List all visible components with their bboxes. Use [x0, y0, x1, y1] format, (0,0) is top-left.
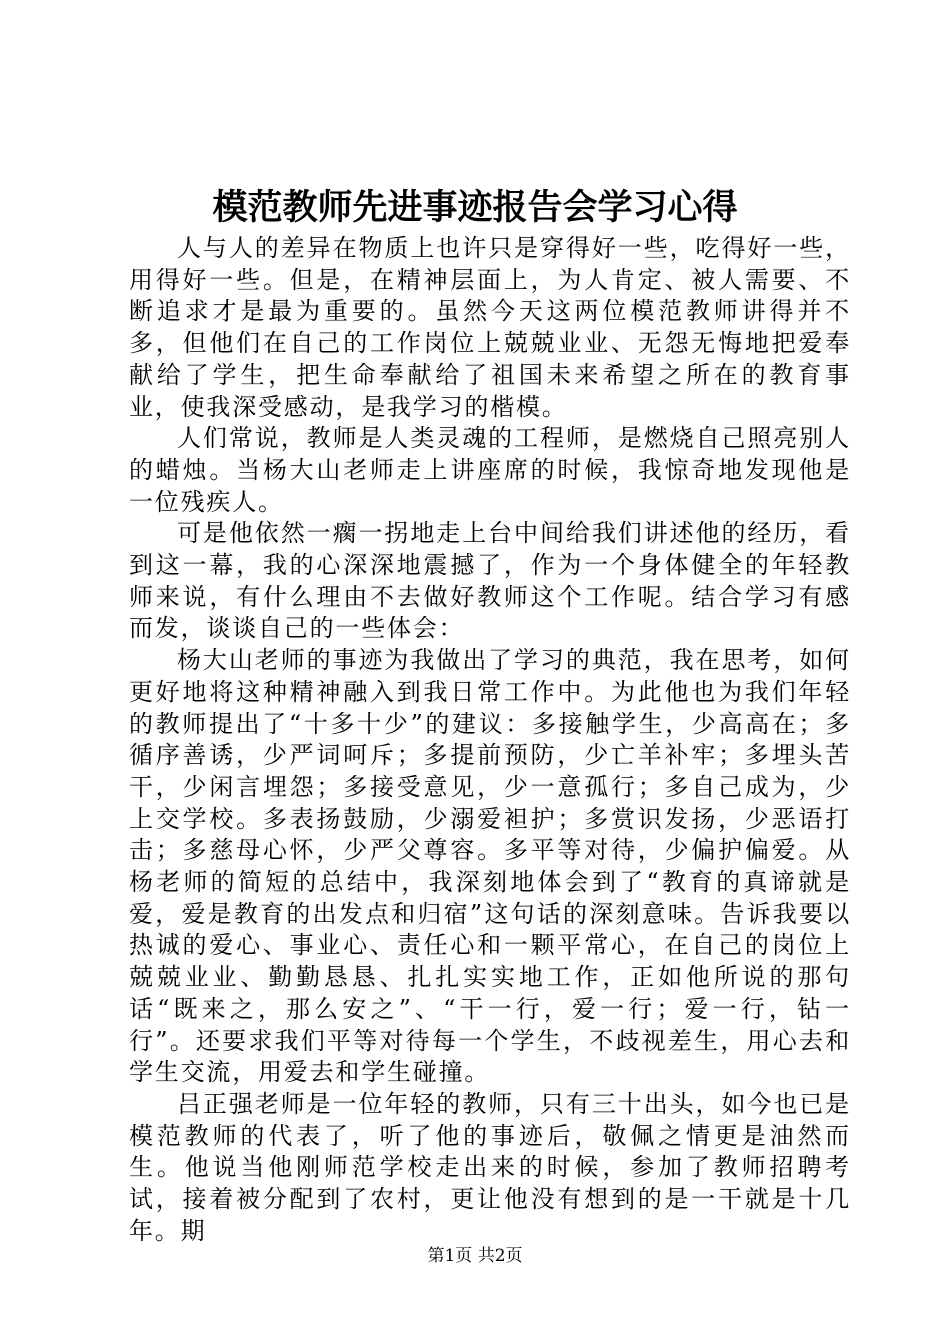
paragraph: 吕正强老师是一位年轻的教师，只有三十出头，如今也已是模范教师的代表了，听了他的事迹后，敬佩之情更是油然而生。他说当他刚师范学校走出来的时候，参加了教师招聘考试，接着被分配到了农村，更让他没有想到的是一干就是十几年。期	[129, 1089, 851, 1245]
paragraph: 杨大山老师的事迹为我做出了学习的典范，我在思考，如何更好地将这种精神融入到我日常工作中。为此他也为我们年轻的教师提出了“十多十少”的建议：多接触学生，少高高在；多循序善诱，少严词呵斥；多提前预防，少亡羊补牢；多埋头苦干，少闲言埋怨；多接受意见，少一意孤行；多自己成为，少上交学校。多表扬鼓励，少溺爱袒护；多赏识发扬，少恶语打击；多慈母心怀，少严父尊容。多平等对待，少偏护偏爱。从杨老师的简短的总结中，我深刻地体会到了“教育的真谛就是爱，爱是教育的出发点和归宿”这句话的深刻意味。告诉我要以热诚的爱心、事业心、责任心和一颗平常心，在自己的岗位上兢兢业业、勤勤恳恳、扎扎实实地工作，正如他所说的那句话“既来之，那么安之”、“干一行，爱一行；爱一行，钻一行”。还要求我们平等对待每一个学生，不歧视差生，用心去和学生交流，用爱去和学生碰撞。	[129, 646, 851, 1087]
paragraph: 人们常说，教师是人类灵魂的工程师，是燃烧自己照亮别人的蜡烛。当杨大山老师走上讲座席的时候，我惊奇地发现他是一位残疾人。	[129, 424, 851, 516]
document-title: 模范教师先进事迹报告会学习心得	[212, 187, 738, 228]
paragraph: 可是他依然一瘸一拐地走上台中间给我们讲述他的经历，看到这一幕，我的心深深地震撼了，作为一个身体健全的年轻教师来说，有什么理由不去做好教师这个工作呢。结合学习有感而发，谈谈自己的一些体会：	[129, 519, 851, 643]
document-body	[129, 233, 851, 1248]
page-number-footer: 第1页 共2页	[427, 1246, 523, 1266]
paragraph: 人与人的差异在物质上也许只是穿得好一些，吃得好一些，用得好一些。但是，在精神层面上，为人肯定、被人需要、不断追求才是最为重要的。虽然今天这两位模范教师讲得并不多，但他们在自己的工作岗位上兢兢业业、无怨无悔地把爱奉献给了学生，把生命奉献给了祖国未来希望之所在的教育事业，使我深受感动，是我学习的楷模。	[129, 234, 851, 421]
